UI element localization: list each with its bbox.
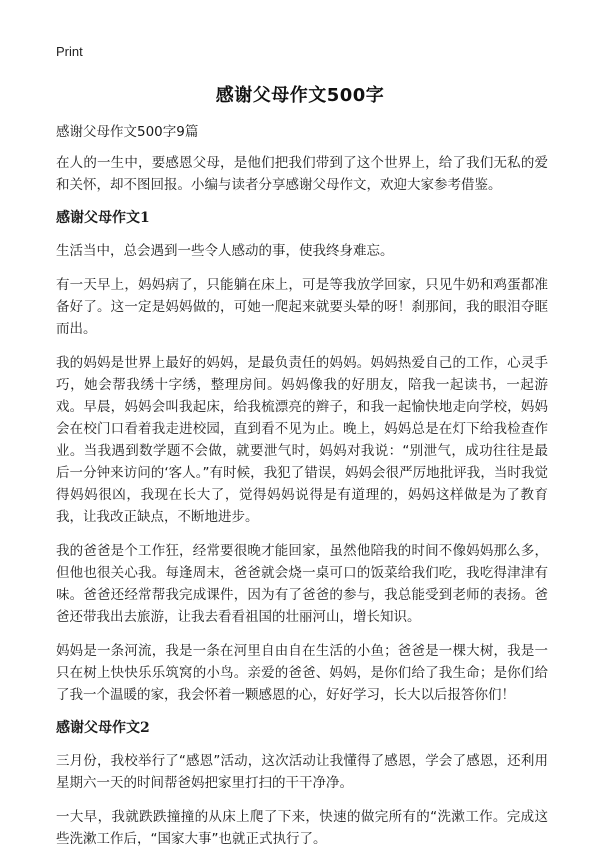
print-label[interactable]: Print <box>56 44 83 59</box>
intro-paragraph: 在人的一生中，要感恩父母，是他们把我们带到了这个世界上，给了我们无私的爱和关怀，却不图回报。小编与读者分享感谢父母作文，欢迎大家参考借鉴。 <box>56 155 548 193</box>
section1-paragraph-1: 生活当中，总会遇到一些令人感动的事，使我终身难忘。 <box>56 243 394 259</box>
section1-paragraph-4: 我的爸爸是个工作狂，经常要很晚才能回家，虽然他陪我的时间不像妈妈那么多，但他也很关心我。每逢周末，爸爸就会烧一桌可口的饭菜给我们吃，我吃得津津有味。爸爸还经常帮我完成课件，因为有了爸爸的参与，我总能受到老师的表扬。爸爸还带我出去旅游，让我去看看祖国的壮丽河山，增长知识。 <box>56 543 548 625</box>
article-body <box>56 122 548 862</box>
section1-paragraph-5: 妈妈是一条河流，我是一条在河里自由自在生活的小鱼；爸爸是一棵大树，我是一只在树上快快乐乐筑窝的小鸟。亲爱的爸爸、妈妈，是你们给了我生命；是你们给了我一个温暖的家，我会怀着一颗感恩的心，好好学习，长大以后报答你们！ <box>56 643 548 703</box>
page-title: 感谢父母作文500字 <box>215 85 385 106</box>
section2-paragraph-2: 一大早，我就跌跌撞撞的从床上爬了下来，快速的做完所有的“洗漱工作。完成这些洗漱工作后，“国家大事”也就正式执行了。 <box>56 809 548 847</box>
section1-paragraph-3: 我的妈妈是世界上最好的妈妈，是最负责任的妈妈。妈妈热爱自己的工作，心灵手巧，她会帮我绣十字绣，整理房间。妈妈像我的好朋友，陪我一起读书，一起游戏。早晨，妈妈会叫我起床，给我梳漂亮的辫子，和我一起愉快地走向学校，妈妈会在校门口看着我走进校园，直到看不见为止。晚上，妈妈总是在灯下给我检查作业。当我遇到数学题不会做，就要泄气时，妈妈对我说：“别泄气，成功往往是最后一分钟来访问的‘客人。”有时候，我犯了错误，妈妈会很严厉地批评我，当时我觉得妈妈很凶，我现在长大了，觉得妈妈说得是有道理的，妈妈这样做是为了教育我，让我改正缺点，不断地进步。 <box>56 355 548 525</box>
section-heading-2: 感谢父母作文2 <box>56 720 150 736</box>
article-subtitle: 感谢父母作文500字9篇 <box>56 124 199 140</box>
section2-paragraph-1: 三月份，我校举行了“感恩”活动，这次活动让我懂得了感恩，学会了感恩，还利用星期六一天的时间帮爸妈把家里打扫的干干净净。 <box>56 753 548 791</box>
section1-paragraph-2: 有一天早上，妈妈病了，只能躺在床上，可是等我放学回家，只见牛奶和鸡蛋都准备好了。这一定是妈妈做的，可她一爬起来就要头晕的呀！刹那间，我的眼泪夺眶而出。 <box>56 277 548 337</box>
section-heading-1: 感谢父母作文1 <box>56 210 150 226</box>
